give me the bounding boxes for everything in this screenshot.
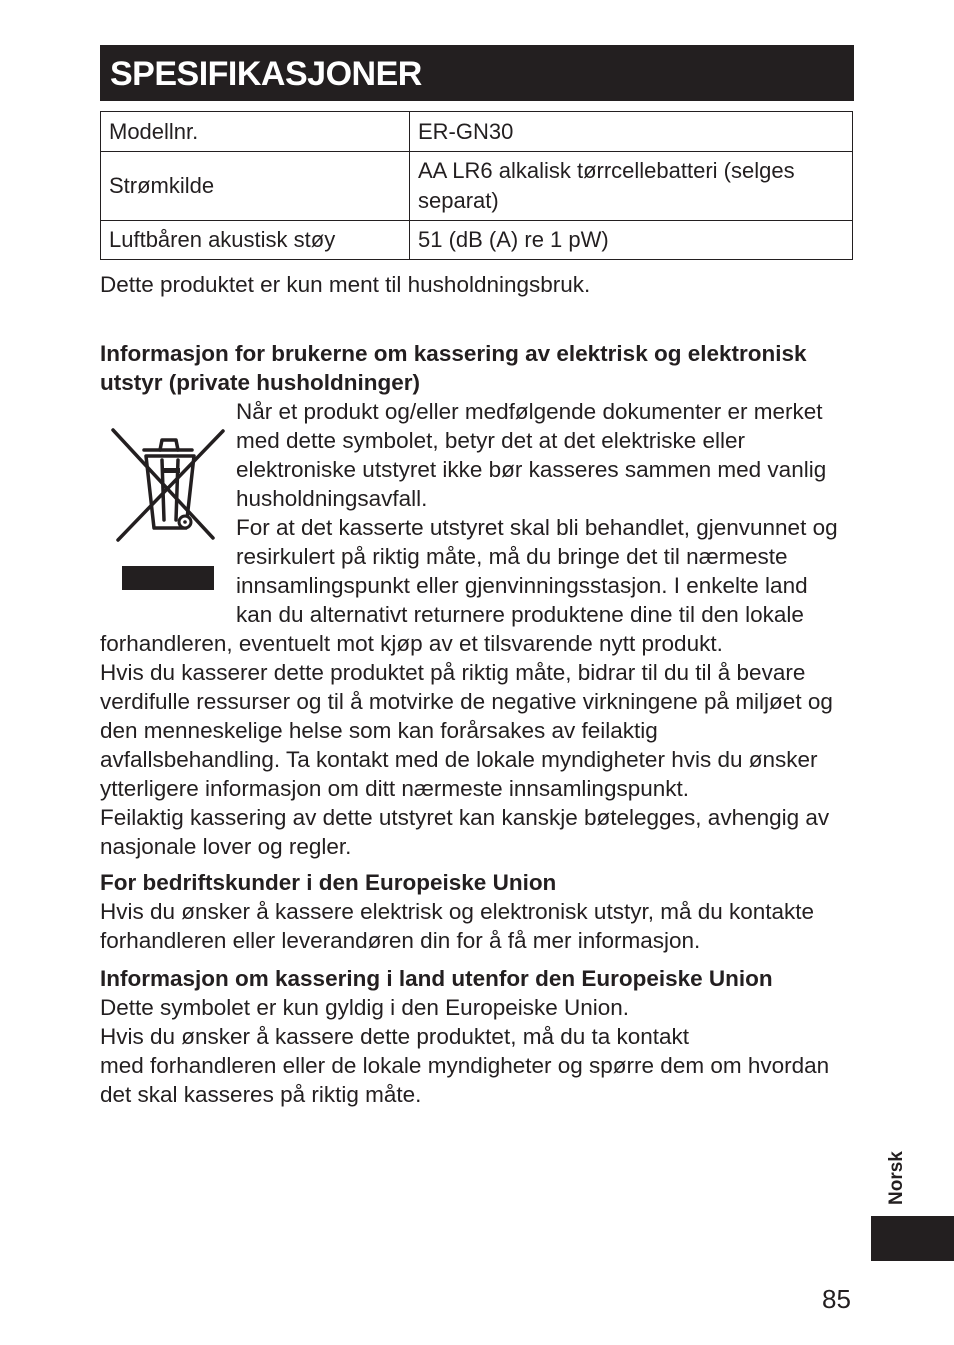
household-note: Dette produktet er kun ment til husholdningsbruk. <box>100 272 591 297</box>
table-cell-value: ER-GN30 <box>410 112 853 152</box>
disposal-text-line: kan du alternativt returnere produktene dine til den lokale <box>236 602 804 627</box>
business-text-line: Hvis du ønsker å kassere elektrisk og elektronisk utstyr, må du kontakte <box>100 899 815 924</box>
spec-table <box>100 111 853 260</box>
disposal-text-line: den menneskelige helse som kan forårsakes av feilaktig <box>100 718 658 743</box>
disposal-heading-line: utstyr (private husholdninger) <box>100 370 421 395</box>
disposal-text-line: forhandleren, eventuelt mot kjøp av et tilsvarende nytt produkt. <box>100 631 723 656</box>
disposal-text-line: innsamlingspunkt eller gjenvinningsstasjon. I enkelte land <box>236 573 808 598</box>
business-heading: For bedriftskunder i den Europeiske Union <box>100 870 557 895</box>
table-cell-value-line: separat) <box>418 188 499 213</box>
disposal-text-line: Hvis du kasserer dette produktet på riktig måte, bidrar til du til å bevare <box>100 660 806 685</box>
table-cell-label: Modellnr. <box>101 112 410 152</box>
language-tab <box>871 1216 954 1261</box>
disposal-text-line: nasjonale lover og regler. <box>100 834 352 859</box>
outside-eu-heading: Informasjon om kassering i land utenfor den Europeiske Union <box>100 966 773 991</box>
crossed-out-wheelie-bin-icon <box>110 428 226 592</box>
page-title: SPESIFIKASJONER <box>100 45 854 101</box>
table-cell-value: 51 (dB (A) re 1 pW) <box>410 221 853 260</box>
business-text-line: forhandleren eller leverandøren din for å få mer informasjon. <box>100 928 701 953</box>
page-number: 85 <box>822 1284 851 1314</box>
disposal-text-line: For at det kasserte utstyret skal bli behandlet, gjenvunnet og <box>236 515 838 540</box>
disposal-text-line: verdifulle ressurser og til å motvirke de negative virkningene på miljøet og <box>100 689 833 714</box>
table-cell-label: Strømkilde <box>101 152 410 221</box>
table-cell-label: Luftbåren akustisk støy <box>101 221 410 260</box>
outside-eu-text-line: med forhandleren eller de lokale myndigheter og spørre dem om hvordan <box>100 1053 830 1078</box>
table-row <box>101 152 853 221</box>
language-label: Norsk <box>886 1151 907 1205</box>
table-cell-value <box>410 152 853 221</box>
disposal-text-line: ytterligere informasjon om ditt nærmeste innsamlingspunkt. <box>100 776 689 801</box>
table-cell-value-line: AA LR6 alkalisk tørrcellebatteri (selges <box>418 158 795 183</box>
outside-eu-text-line: det skal kasseres på riktig måte. <box>100 1082 422 1107</box>
disposal-text-line: husholdningsavfall. <box>236 486 428 511</box>
disposal-text-line: Feilaktig kassering av dette utstyret kan kanskje bøtelegges, avhengig av <box>100 805 830 830</box>
disposal-text-line: resirkulert på riktig måte, må du bringe det til nærmeste <box>236 544 788 569</box>
disposal-heading-line: Informasjon for brukerne om kassering av elektrisk og elektronisk <box>100 341 807 366</box>
disposal-text-line: avfallsbehandling. Ta kontakt med de lokale myndigheter hvis du ønsker <box>100 747 818 772</box>
outside-eu-text-line: Hvis du ønsker å kassere dette produktet, må du ta kontakt <box>100 1024 690 1049</box>
disposal-text-line: med dette symbolet, betyr det at det elektriske eller <box>236 428 745 453</box>
table-row <box>101 112 853 152</box>
disposal-text-line: Når et produkt og/eller medfølgende dokumenter er merket <box>236 399 823 424</box>
table-row <box>101 221 853 260</box>
outside-eu-text-line: Dette symbolet er kun gyldig i den Europeiske Union. <box>100 995 630 1020</box>
disposal-text-line: elektroniske utstyret ikke bør kasseres sammen med vanlig <box>236 457 827 482</box>
